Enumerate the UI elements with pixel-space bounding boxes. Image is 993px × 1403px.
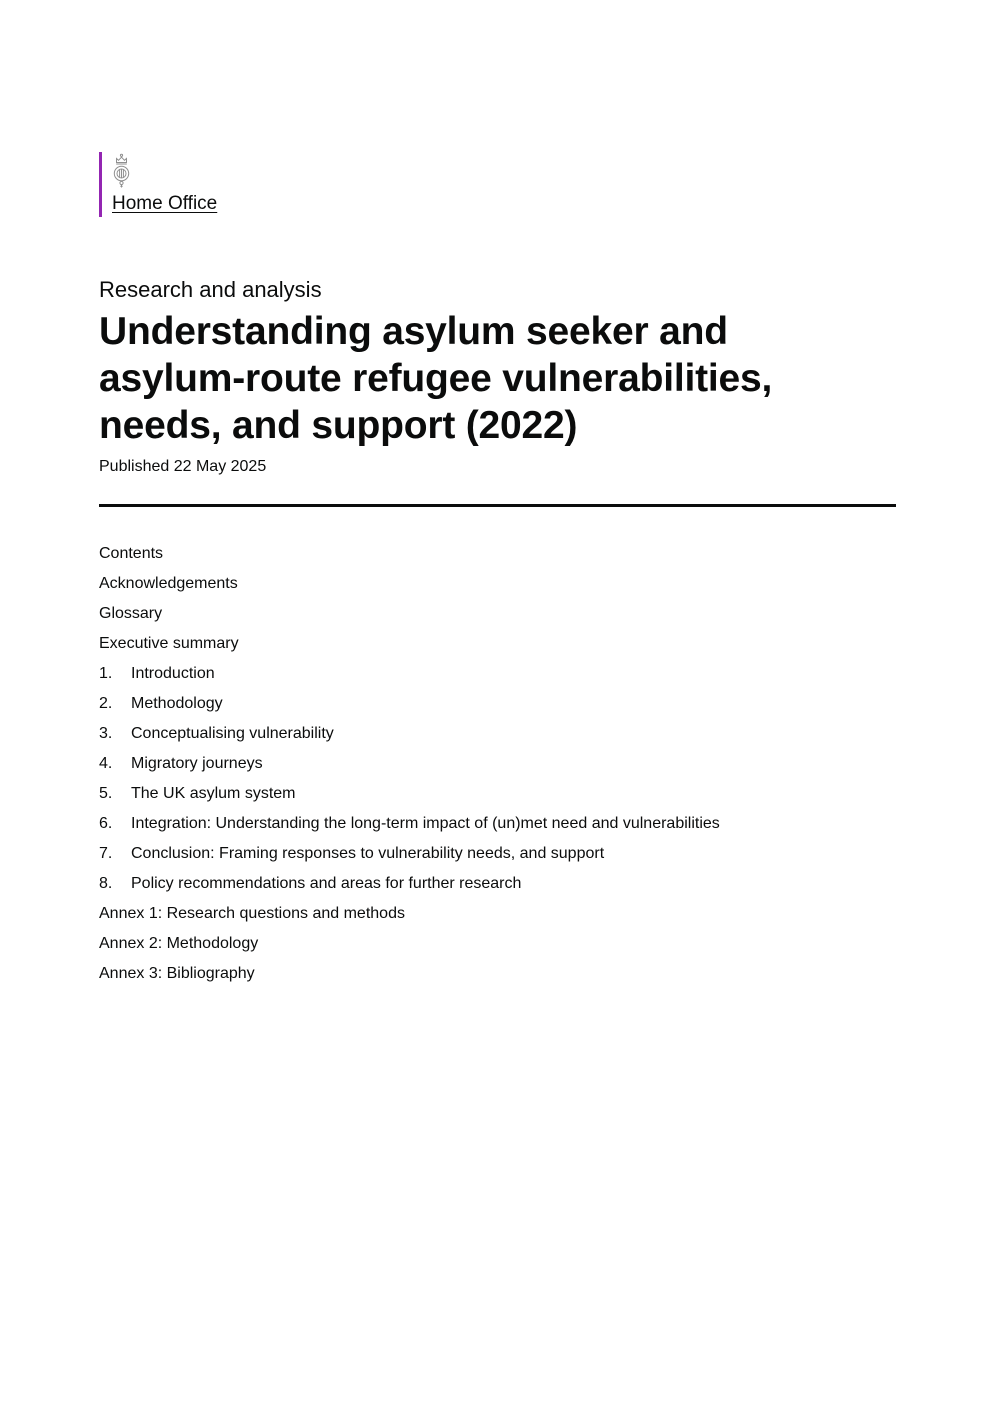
contents-item-number: 5. bbox=[99, 785, 113, 802]
page-title-line-3: needs, and support (2022) bbox=[99, 404, 578, 447]
contents-item-conceptualising-vulnerability[interactable] bbox=[99, 724, 896, 744]
royal-crest-icon bbox=[112, 153, 217, 190]
contents-item-integration[interactable] bbox=[99, 814, 896, 834]
contents-item-label: Integration: Understanding the long-term impact of (un)met need and vulnerabilities bbox=[131, 815, 720, 832]
contents-item-policy-recommendations[interactable] bbox=[99, 874, 896, 894]
contents-item-label: Policy recommendations and areas for further research bbox=[131, 875, 522, 892]
contents-item-glossary[interactable]: Glossary bbox=[99, 605, 163, 622]
contents-item-label: Conclusion: Framing responses to vulnerability needs, and support bbox=[131, 845, 605, 862]
contents-item-annex-2[interactable]: Annex 2: Methodology bbox=[99, 935, 259, 952]
contents-item-label: Methodology bbox=[131, 695, 223, 712]
contents-item-conclusion[interactable] bbox=[99, 844, 896, 864]
page-title-line-2: asylum-route refugee vulnerabilities, bbox=[99, 357, 773, 400]
contents-item-number: 1. bbox=[99, 665, 113, 682]
contents-item-number: 4. bbox=[99, 755, 113, 772]
contents-item-uk-asylum-system[interactable] bbox=[99, 784, 896, 804]
contents-item-label: Migratory journeys bbox=[131, 755, 263, 772]
contents-item-annex-1[interactable]: Annex 1: Research questions and methods bbox=[99, 905, 405, 922]
home-office-logo bbox=[99, 152, 217, 217]
contents-item-migratory-journeys[interactable] bbox=[99, 754, 896, 774]
contents-item-number: 8. bbox=[99, 875, 113, 892]
contents-item-number: 3. bbox=[99, 725, 113, 742]
document-type-kicker: Research and analysis bbox=[99, 277, 322, 302]
page-title-line-1: Understanding asylum seeker and bbox=[99, 310, 728, 353]
contents-item-number: 7. bbox=[99, 845, 113, 862]
contents-item-annex-3[interactable]: Annex 3: Bibliography bbox=[99, 965, 255, 982]
contents-item-methodology[interactable] bbox=[99, 694, 896, 714]
contents-item-number: 6. bbox=[99, 815, 113, 832]
page-title bbox=[99, 308, 896, 449]
contents-item-label: The UK asylum system bbox=[131, 785, 296, 802]
document-page bbox=[99, 0, 896, 984]
contents-item-executive-summary[interactable]: Executive summary bbox=[99, 635, 239, 652]
contents-list bbox=[99, 544, 896, 984]
published-date: Published 22 May 2025 bbox=[99, 458, 267, 475]
contents-item-introduction[interactable] bbox=[99, 664, 896, 684]
contents-item-label: Introduction bbox=[131, 665, 215, 682]
title-divider bbox=[99, 504, 896, 507]
contents-heading: Contents bbox=[99, 545, 164, 562]
home-office-link[interactable]: Home Office bbox=[112, 193, 218, 214]
contents-item-number: 2. bbox=[99, 695, 113, 712]
contents-item-acknowledgements[interactable]: Acknowledgements bbox=[99, 575, 238, 592]
contents-item-label: Conceptualising vulnerability bbox=[131, 725, 334, 742]
